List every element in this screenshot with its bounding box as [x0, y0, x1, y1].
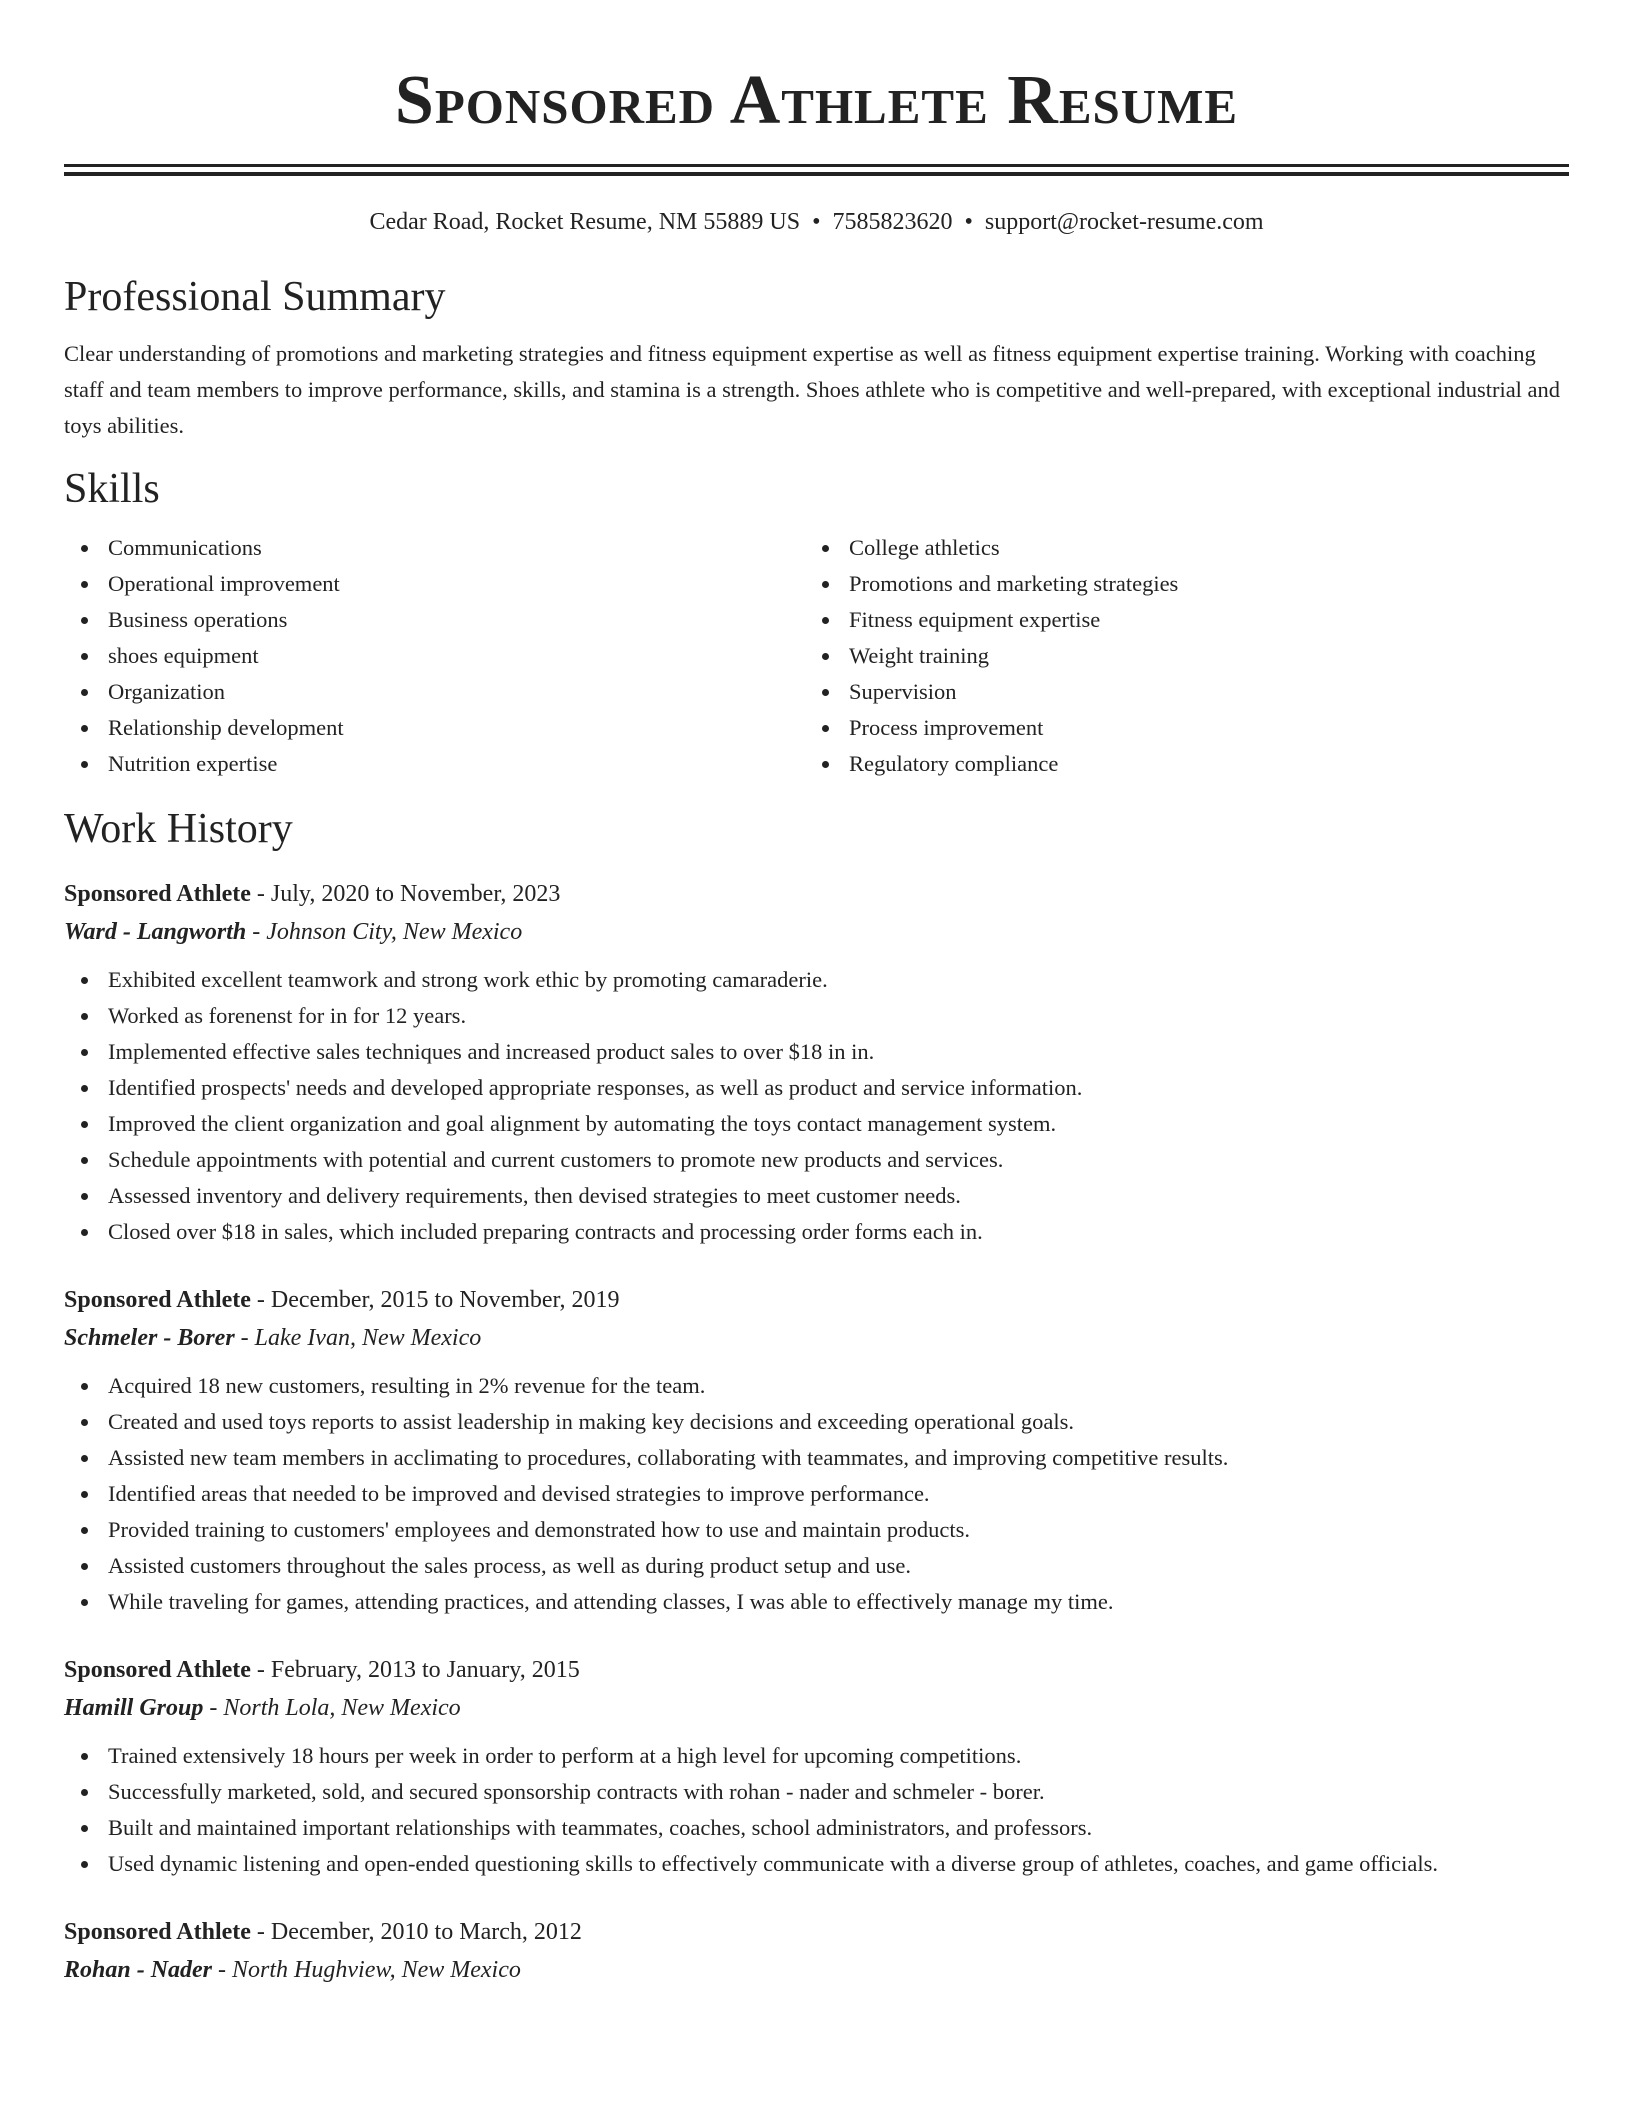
job-company: Schmeler - Borer — [64, 1325, 235, 1351]
job-dates: - December, 2010 to March, 2012 — [250, 1919, 582, 1945]
job-location: - North Lola, New Mexico — [203, 1695, 461, 1721]
job-title-line — [64, 1282, 1569, 1318]
job-duties-list — [64, 962, 1569, 1250]
contact-email[interactable]: support@rocket-resume.com — [984, 209, 1264, 235]
summary-heading: Professional Summary — [64, 274, 446, 320]
skill-item: Supervision — [805, 674, 1546, 710]
job-duty-item: Schedule appointments with potential and current customers to promote new products and services. — [64, 1142, 1569, 1178]
job-duty-item: Created and used toys reports to assist leadership in making key decisions and exceeding operational goals. — [64, 1404, 1569, 1440]
skill-item: College athletics — [805, 530, 1546, 566]
job-entry — [64, 1652, 1569, 1882]
skill-item: Process improvement — [805, 710, 1546, 746]
contact-phone: 7585823620 — [832, 209, 953, 235]
skill-item: Relationship development — [64, 710, 805, 746]
job-duty-item: While traveling for games, attending practices, and attending classes, I was able to effectively manage my time. — [64, 1584, 1569, 1620]
work-history-heading: Work History — [64, 806, 293, 852]
job-duty-item: Identified areas that needed to be improved and devised strategies to improve performance. — [64, 1476, 1569, 1512]
job-duty-item: Worked as forenenst for in for 12 years. — [64, 998, 1569, 1034]
job-title: Sponsored Athlete — [64, 1287, 251, 1313]
resume-page — [64, 0, 1569, 1990]
job-company: Rohan - Nader — [64, 1957, 213, 1983]
job-title: Sponsored Athlete — [64, 1657, 251, 1683]
contact-address: Cedar Road, Rocket Resume, NM 55889 US — [369, 209, 801, 235]
job-duty-item: Assisted new team members in acclimating to procedures, collaborating with teammates, and improving competitive results. — [64, 1440, 1569, 1476]
job-duty-item: Assisted customers throughout the sales process, as well as during product setup and use. — [64, 1548, 1569, 1584]
work-history-list — [64, 876, 1569, 1990]
job-duty-item: Identified prospects' needs and developed appropriate responses, as well as product and service information. — [64, 1070, 1569, 1106]
skill-item: Promotions and marketing strategies — [805, 566, 1546, 602]
job-location: - Lake Ivan, New Mexico — [234, 1325, 482, 1351]
job-entry — [64, 1282, 1569, 1620]
title-rule-top — [64, 164, 1569, 167]
job-title: Sponsored Athlete — [64, 1919, 251, 1945]
skills-heading: Skills — [64, 466, 160, 512]
job-company-line — [64, 912, 1569, 952]
job-dates: - February, 2013 to January, 2015 — [250, 1657, 580, 1683]
summary-text: Clear understanding of promotions and marketing strategies and fitness equipment expertise as well as fitness equipment expertise training. Working with coaching staff and team members to improve performance, skills, and stamina is a strength. Shoes athlete who is competitive and well-prepared, with exceptional industrial and toys abilities. — [64, 341, 1561, 438]
contact-line — [64, 206, 1569, 238]
job-duty-item: Improved the client organization and goal alignment by automating the toys contact management system. — [64, 1106, 1569, 1142]
job-duty-item: Closed over $18 in sales, which included preparing contracts and processing order forms each in. — [64, 1214, 1569, 1250]
skill-item: Nutrition expertise — [64, 746, 805, 782]
job-location: - North Hughview, New Mexico — [212, 1957, 521, 1983]
job-duty-item: Implemented effective sales techniques and increased product sales to over $18 in in. — [64, 1034, 1569, 1070]
skill-item: Communications — [64, 530, 805, 566]
job-dates: - December, 2015 to November, 2019 — [250, 1287, 620, 1313]
contact-separator: • — [964, 209, 973, 235]
job-duty-item: Built and maintained important relationships with teammates, coaches, school administrators, and professors. — [64, 1810, 1569, 1846]
job-duty-item: Assessed inventory and delivery requirements, then devised strategies to meet customer needs. — [64, 1178, 1569, 1214]
job-title-line — [64, 1652, 1569, 1688]
skill-item: Fitness equipment expertise — [805, 602, 1546, 638]
job-duty-item: Successfully marketed, sold, and secured sponsorship contracts with rohan - nader and schmeler - borer. — [64, 1774, 1569, 1810]
job-duties-list — [64, 1738, 1569, 1882]
skills-list-right — [805, 530, 1546, 782]
job-company-line — [64, 1688, 1569, 1728]
job-duty-item: Trained extensively 18 hours per week in order to perform at a high level for upcoming competitions. — [64, 1738, 1569, 1774]
job-company: Ward - Langworth — [64, 919, 247, 945]
skill-item: shoes equipment — [64, 638, 805, 674]
skills-columns — [64, 530, 1569, 782]
job-duty-item: Exhibited excellent teamwork and strong work ethic by promoting camaraderie. — [64, 962, 1569, 998]
skill-item: Organization — [64, 674, 805, 710]
job-company: Hamill Group — [64, 1695, 204, 1721]
job-title-line — [64, 1914, 1569, 1950]
job-company-line — [64, 1318, 1569, 1358]
job-duty-item: Acquired 18 new customers, resulting in 2% revenue for the team. — [64, 1368, 1569, 1404]
job-location: - Johnson City, New Mexico — [246, 919, 523, 945]
job-duty-item: Provided training to customers' employees and demonstrated how to use and maintain products. — [64, 1512, 1569, 1548]
skill-item: Business operations — [64, 602, 805, 638]
job-company-line — [64, 1950, 1569, 1990]
job-duties-list — [64, 1368, 1569, 1620]
skill-item: Weight training — [805, 638, 1546, 674]
contact-separator: • — [812, 209, 821, 235]
job-title: Sponsored Athlete — [64, 881, 251, 907]
job-entry — [64, 876, 1569, 1250]
skill-item: Operational improvement — [64, 566, 805, 602]
job-dates: - July, 2020 to November, 2023 — [250, 881, 561, 907]
job-title-line — [64, 876, 1569, 912]
title-rule-bottom — [64, 172, 1569, 176]
skill-item: Regulatory compliance — [805, 746, 1546, 782]
skills-list-left — [64, 530, 805, 782]
job-duty-item: Used dynamic listening and open-ended questioning skills to effectively communicate with a diverse group of athletes, coaches, and game officials. — [64, 1846, 1569, 1882]
job-entry — [64, 1914, 1569, 1990]
resume-title: Sponsored Athlete Resume — [394, 62, 1239, 139]
